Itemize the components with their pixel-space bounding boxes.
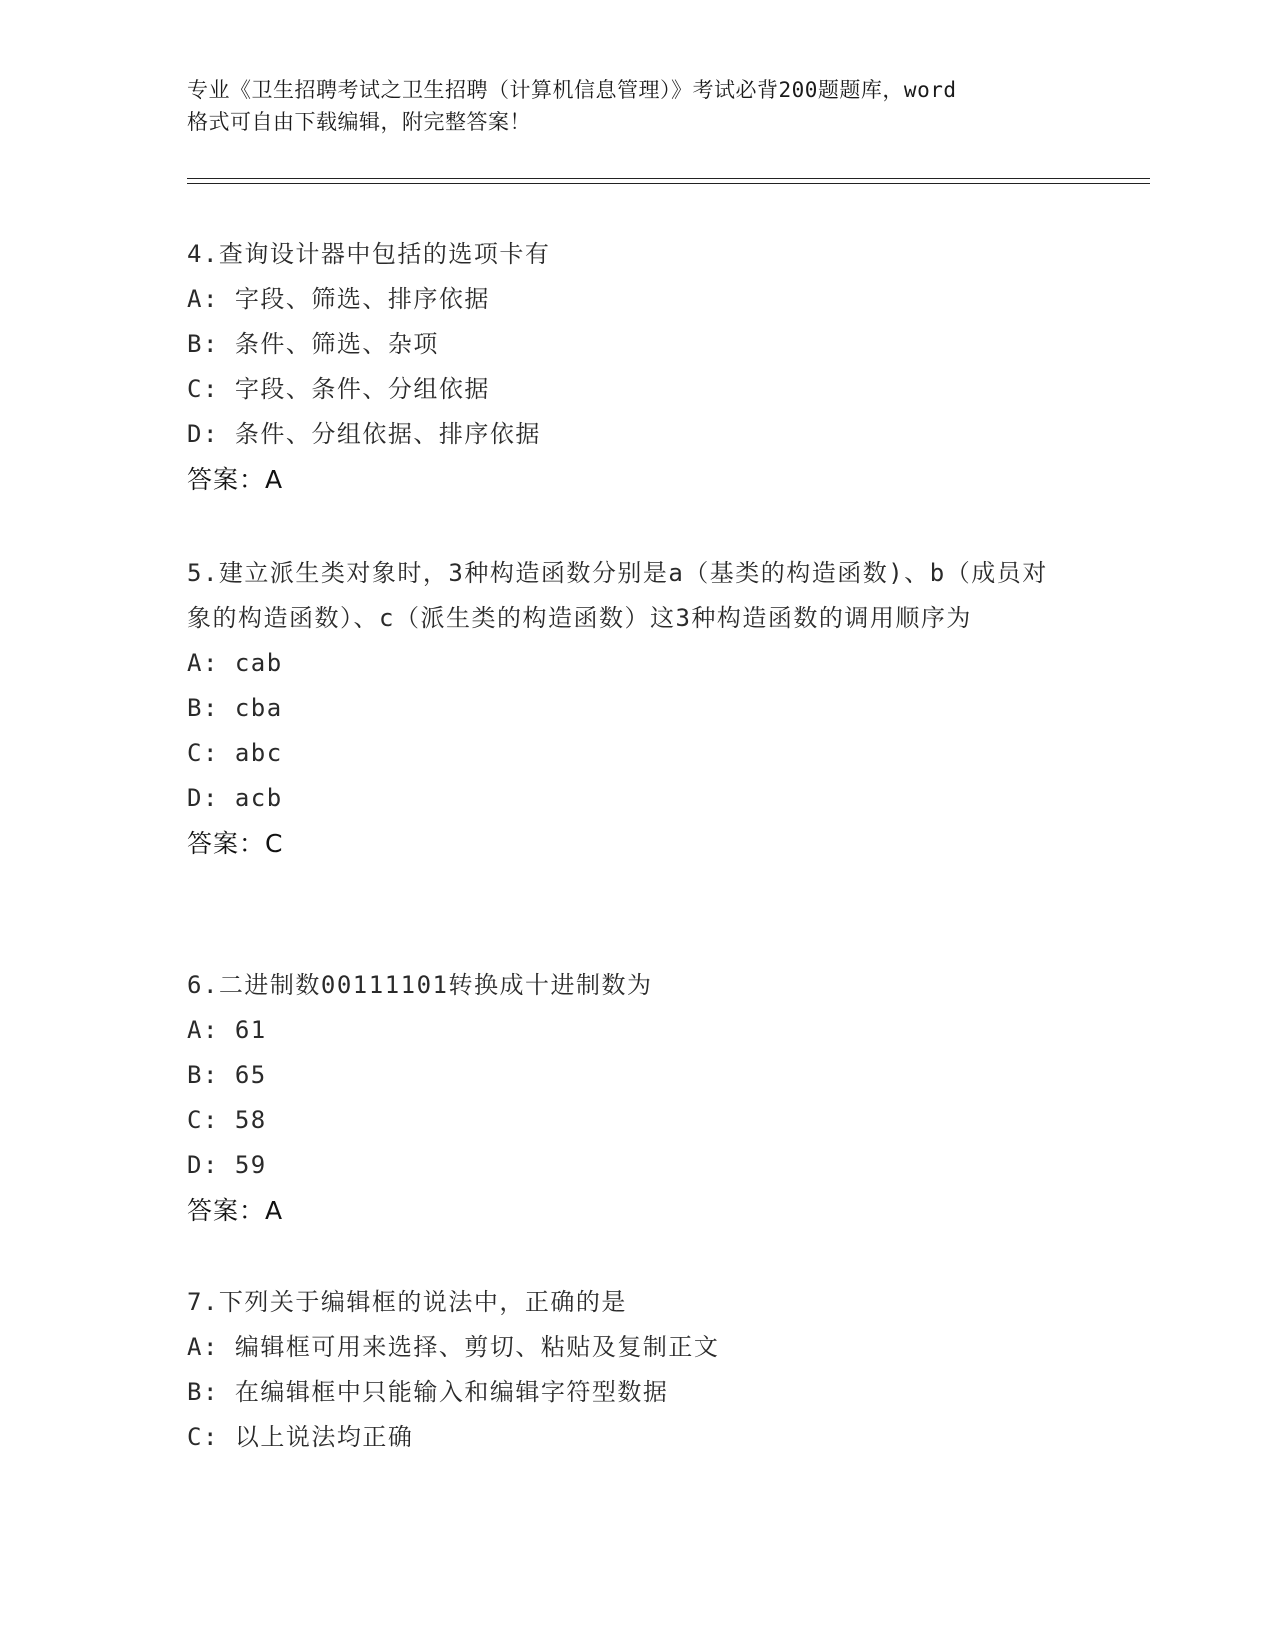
question-text: 5.建立派生类对象时，3种构造函数分别是a（基类的构造函数)、b（成员对象的构造函数）、c（派生类的构造函数）这3种构造函数的调用顺序为 [187, 559, 1048, 632]
option-c: C: 字段、条件、分组依据 [187, 375, 490, 403]
option-d: D: acb [187, 784, 283, 812]
option-d: D: 条件、分组依据、排序依据 [187, 420, 541, 448]
answer: 答案：A [187, 1196, 284, 1225]
option-a: A: 编辑框可用来选择、剪切、粘贴及复制正文 [187, 1333, 720, 1361]
question-text: 4.查询设计器中包括的选项卡有 [187, 240, 551, 268]
question-text: 6.二进制数00111101转换成十进制数为 [187, 971, 653, 999]
header-divider-bottom [187, 183, 1150, 184]
option-a: A: 61 [187, 1016, 267, 1044]
question-text: 7.下列关于编辑框的说法中，正确的是 [187, 1288, 627, 1316]
option-a: A: 字段、筛选、排序依据 [187, 285, 490, 313]
option-c: C: abc [187, 739, 283, 767]
document-header [187, 74, 1087, 138]
answer: 答案：C [187, 829, 284, 858]
option-a: A: cab [187, 649, 283, 677]
question-4 [187, 232, 1067, 502]
header-line-2: 格式可自由下载编辑，附完整答案！ [187, 110, 531, 134]
option-c: C: 以上说法均正确 [187, 1423, 414, 1451]
option-b: B: 在编辑框中只能输入和编辑字符型数据 [187, 1378, 669, 1406]
option-c: C: 58 [187, 1106, 267, 1134]
question-6 [187, 963, 1067, 1233]
option-b: B: 65 [187, 1061, 267, 1089]
option-b: B: 条件、筛选、杂项 [187, 330, 439, 358]
header-line-1: 专业《卫生招聘考试之卫生招聘（计算机信息管理）》考试必背200题题库，word [187, 78, 957, 102]
question-5 [187, 551, 1067, 866]
option-d: D: 59 [187, 1151, 267, 1179]
answer: 答案：A [187, 465, 284, 494]
question-7 [187, 1280, 1067, 1460]
header-divider-top [187, 178, 1150, 179]
option-b: B: cba [187, 694, 283, 722]
